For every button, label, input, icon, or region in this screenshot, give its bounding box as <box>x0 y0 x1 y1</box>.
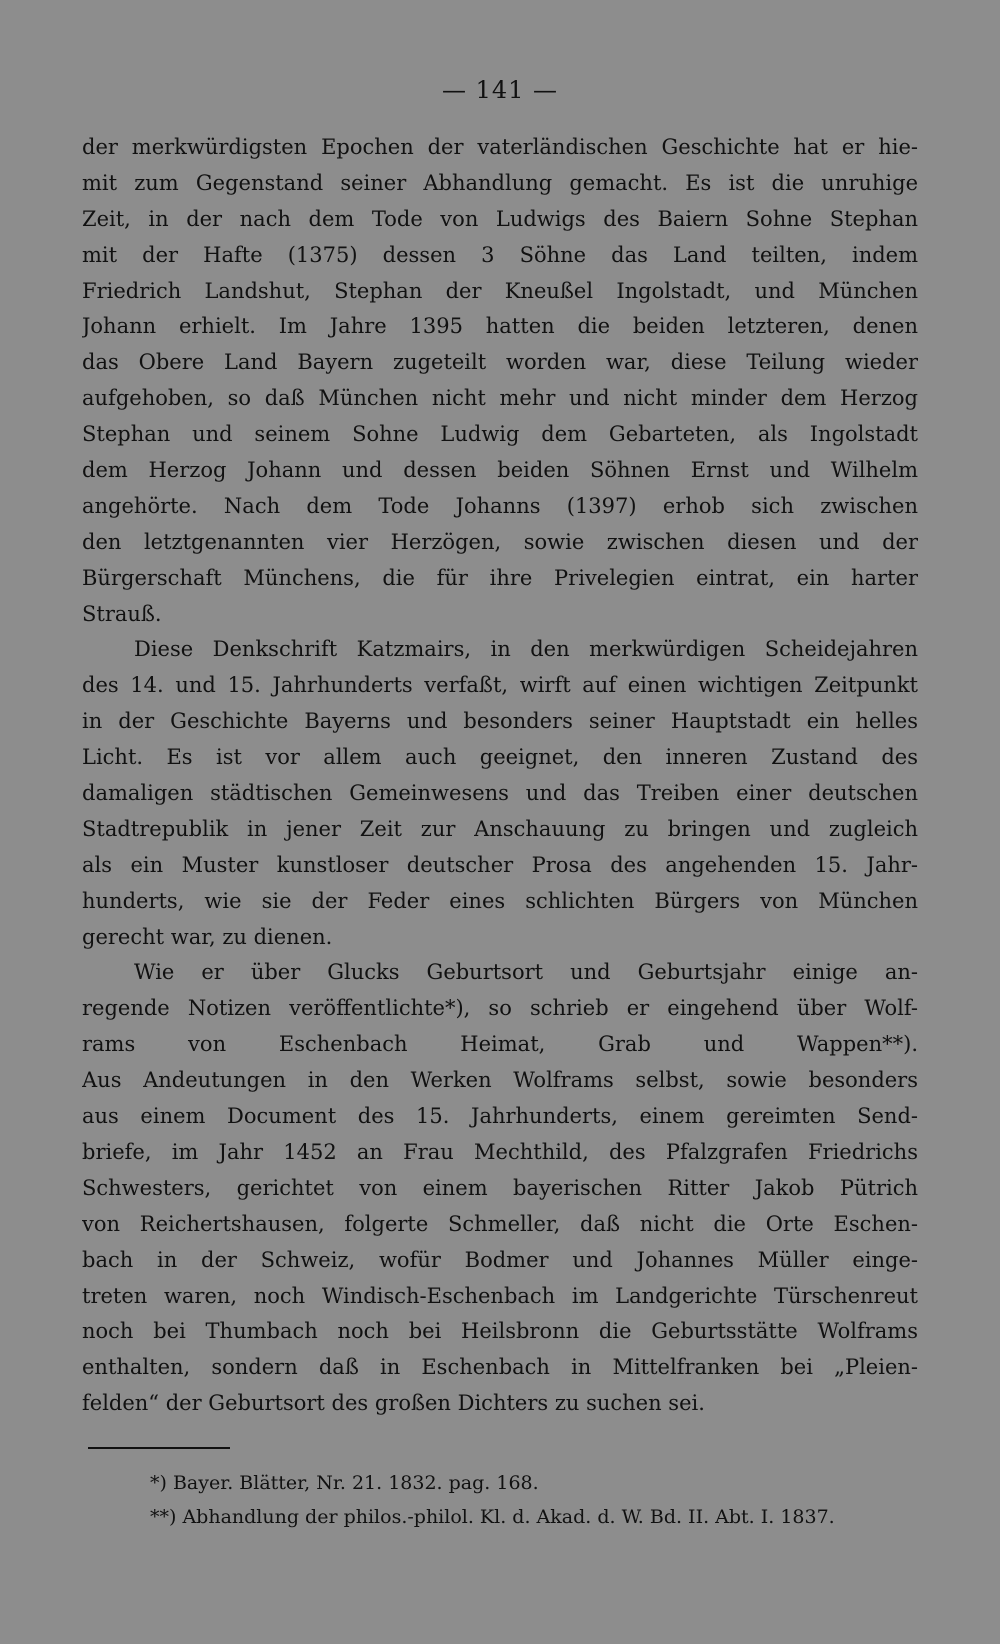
footnote-divider <box>88 1447 230 1449</box>
text-line: angehörte. Nach dem Tode Johanns (1397) erhob sich zwischen <box>82 493 918 518</box>
text-line: hunderts, wie sie der Feder eines schlichten Bürgers von München <box>82 888 918 913</box>
text-line: rams von Eschenbach Heimat, Grab und Wappen**). <box>82 1032 918 1057</box>
text-line: der merkwürdigsten Epochen der vaterländischen Geschichte hat er hie- <box>82 135 918 159</box>
text-line: mit der Hafte (1375) dessen 3 Söhne das Land teilten, indem <box>82 242 918 267</box>
text-line: gerecht war, zu dienen. <box>82 924 333 949</box>
text-line: in der Geschichte Bayerns und besonders seiner Hauptstadt ein helles <box>82 709 918 734</box>
body-text <box>82 130 918 1422</box>
page-number: — 141 — <box>441 76 559 104</box>
text-line: des 14. und 15. Jahrhunderts verfaßt, wirft auf einen wichtigen Zeitpunkt <box>82 673 918 698</box>
text-line: Licht. Es ist vor allem auch geeignet, den inneren Zustand des <box>82 745 918 770</box>
text-line: Zeit, in der nach dem Tode von Ludwigs des Baiern Sohne Stephan <box>82 206 918 231</box>
text-line: Schwesters, gerichtet von einem bayerischen Ritter Jakob Pütrich <box>82 1175 918 1200</box>
text-line: Wie er über Glucks Geburtsort und Geburtsjahr einige an- <box>134 960 918 985</box>
footnotes <box>150 1466 920 1534</box>
text-line: felden“ der Geburtsort des großen Dichters zu suchen sei. <box>82 1391 705 1416</box>
text-line: noch bei Thumbach noch bei Heilsbronn die Geburtsstätte Wolframs <box>82 1319 918 1344</box>
text-line: Johann erhielt. Im Jahre 1395 hatten die beiden letzteren, denen <box>82 314 918 339</box>
text-line: von Reichertshausen, folgerte Schmeller, daß nicht die Orte Eschen- <box>82 1211 918 1236</box>
text-line: Aus Andeutungen in den Werken Wolframs selbst, sowie besonders <box>82 1068 918 1093</box>
text-line: Strauß. <box>82 601 162 626</box>
text-line: Stephan und seinem Sohne Ludwig dem Gebarteten, als Ingolstadt <box>82 422 918 447</box>
text-line: mit zum Gegenstand seiner Abhandlung gemacht. Es ist die unruhige <box>82 170 918 195</box>
text-line: Bürgerschaft Münchens, die für ihre Privelegien eintrat, ein harter <box>82 565 918 590</box>
footnote: *) Bayer. Blätter, Nr. 21. 1832. pag. 168. <box>150 1472 539 1494</box>
text-line: Diese Denkschrift Katzmairs, in den merkwürdigen Scheidejahren <box>134 637 918 662</box>
text-line: dem Herzog Johann und dessen beiden Söhnen Ernst und Wilhelm <box>82 458 918 483</box>
text-line: aufgehoben, so daß München nicht mehr und nicht minder dem Herzog <box>82 386 918 411</box>
text-line: bach in der Schweiz, wofür Bodmer und Johannes Müller einge- <box>82 1247 918 1272</box>
text-line: damaligen städtischen Gemeinwesens und das Treiben einer deutschen <box>82 781 918 806</box>
text-line: aus einem Document des 15. Jahrhunderts, einem gereimten Send- <box>82 1104 918 1129</box>
text-line: regende Notizen veröffentlichte*), so schrieb er eingehend über Wolf- <box>82 996 918 1021</box>
footnote: **) Abhandlung der philos.-philol. Kl. d. Akad. d. W. Bd. II. Abt. I. 1837. <box>150 1506 835 1528</box>
text-line: briefe, im Jahr 1452 an Frau Mechthild, des Pfalzgrafen Friedrichs <box>82 1139 918 1164</box>
text-line: Friedrich Landshut, Stephan der Kneußel Ingolstadt, und München <box>82 278 918 303</box>
text-line: das Obere Land Bayern zugeteilt worden war, diese Teilung wieder <box>82 350 918 375</box>
text-line: Stadtrepublik in jener Zeit zur Anschauung zu bringen und zugleich <box>82 816 918 841</box>
text-line: treten waren, noch Windisch-Eschenbach im Landgerichte Türschenreut <box>82 1283 918 1308</box>
text-line: enthalten, sondern daß in Eschenbach in Mittelfranken bei „Pleien- <box>82 1355 918 1380</box>
text-line: den letztgenannten vier Herzögen, sowie zwischen diesen und der <box>82 529 918 554</box>
text-line: als ein Muster kunstloser deutscher Prosa des angehenden 15. Jahr- <box>82 852 918 877</box>
